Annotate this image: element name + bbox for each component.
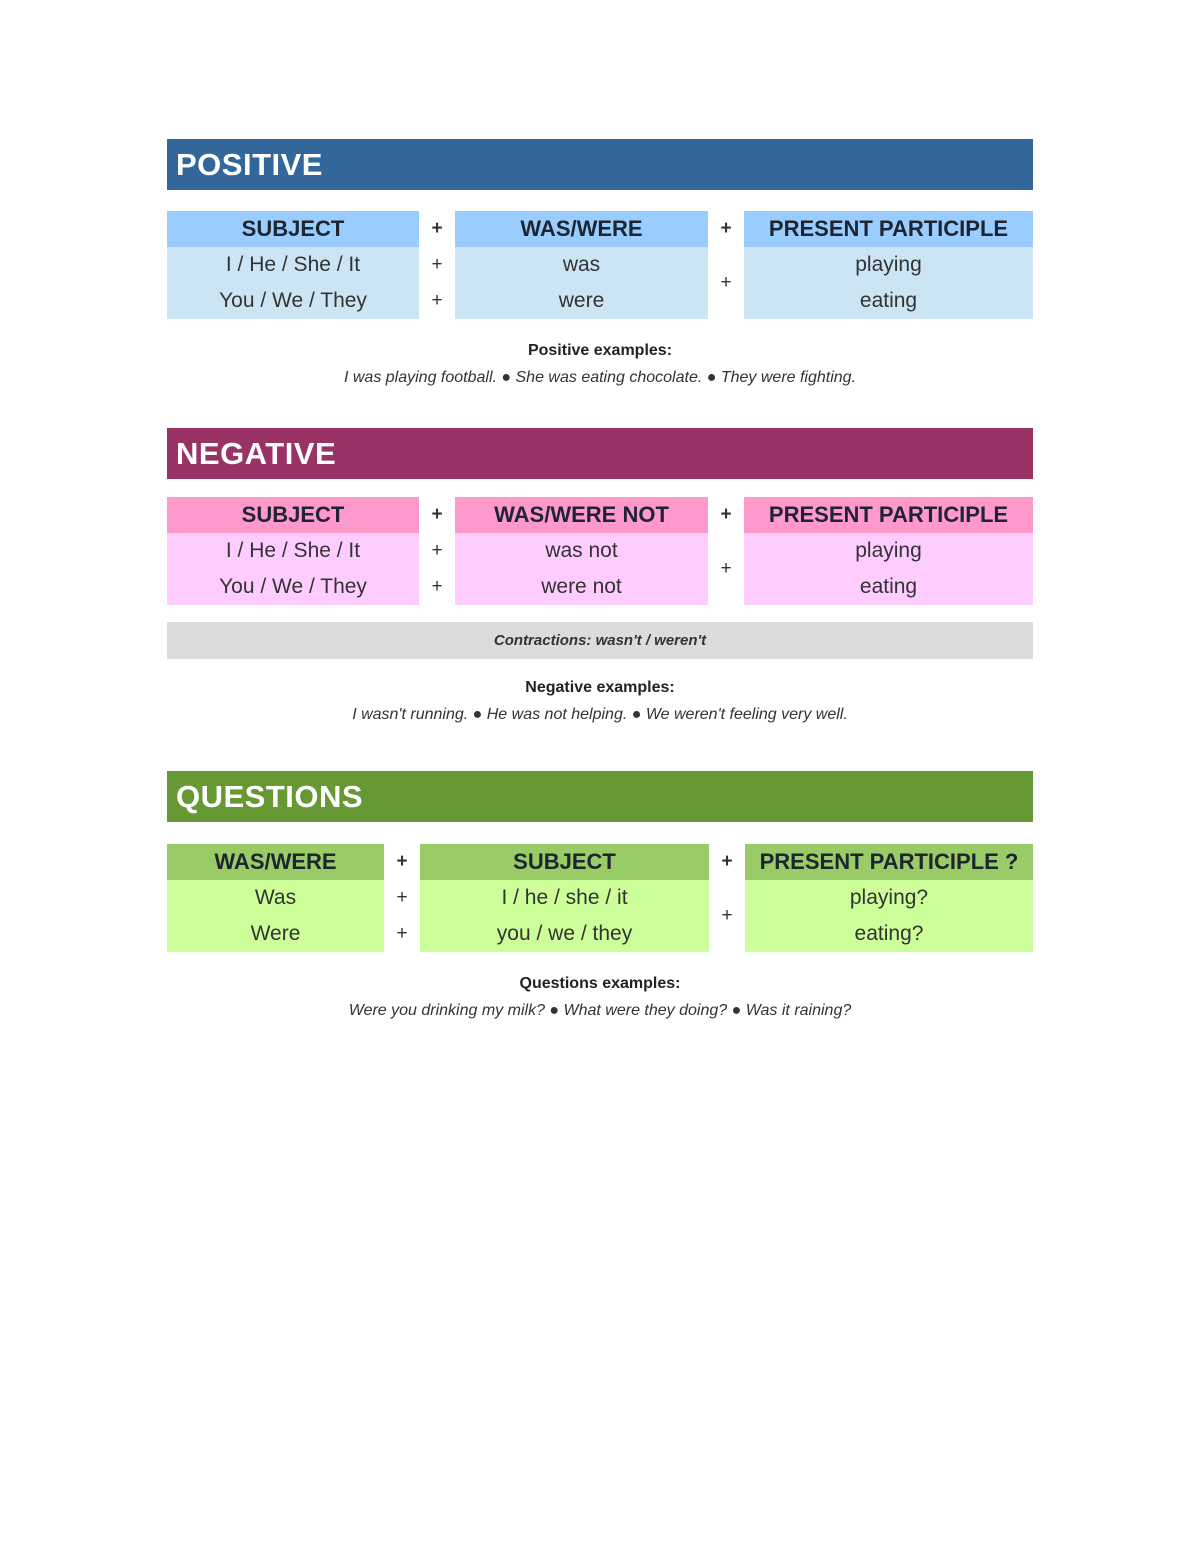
negative-examples-title: Negative examples:: [525, 679, 675, 696]
positive-examples-title: Positive examples:: [527, 342, 673, 359]
plus-sign: +: [419, 533, 455, 569]
participle-cell: eating?: [745, 916, 1033, 952]
subject-cell: I / He / She / It: [167, 533, 419, 569]
participle-cell: playing: [744, 247, 1033, 283]
plus-sign: +: [708, 533, 744, 605]
negative-section: [167, 428, 1033, 738]
plus-sign: +: [419, 283, 455, 319]
plus-sign: +: [708, 497, 744, 533]
participle-cell: eating: [744, 569, 1033, 605]
plus-sign: +: [708, 211, 744, 247]
plus-sign: +: [384, 916, 420, 952]
verb-cell: were: [455, 283, 708, 319]
header-present-participle: PRESENT PARTICIPLE: [744, 211, 1033, 247]
header-was-were-not: WAS/WERE NOT: [455, 497, 708, 533]
header-was-were: WAS/WERE: [167, 844, 384, 880]
subject-cell: you / we / they: [420, 916, 709, 952]
participle-cell: playing?: [745, 880, 1033, 916]
header-subject: SUBJECT: [420, 844, 709, 880]
positive-table: [167, 211, 1033, 319]
plus-sign: +: [384, 880, 420, 916]
subject-cell: I / he / she / it: [420, 880, 709, 916]
header-was-were: WAS/WERE: [455, 211, 708, 247]
header-present-participle: PRESENT PARTICIPLE ?: [745, 844, 1033, 880]
header-subject: SUBJECT: [167, 497, 419, 533]
plus-sign: +: [419, 497, 455, 533]
questions-examples-title: Questions examples:: [519, 975, 681, 992]
header-subject: SUBJECT: [167, 211, 419, 247]
participle-cell: eating: [744, 283, 1033, 319]
subject-cell: I / He / She / It: [167, 247, 419, 283]
plus-sign: +: [709, 880, 745, 952]
plus-sign: +: [419, 569, 455, 605]
subject-cell: You / We / They: [167, 283, 419, 319]
participle-cell: playing: [744, 533, 1033, 569]
verb-cell: was: [455, 247, 708, 283]
negative-examples: I wasn't running. ● He was not helping. ● We weren't feeling very well.: [352, 706, 848, 723]
verb-cell: Was: [167, 880, 384, 916]
positive-banner: POSITIVE: [167, 139, 1033, 190]
plus-sign: +: [384, 844, 420, 880]
negative-table: [167, 497, 1033, 605]
plus-sign: +: [419, 211, 455, 247]
negative-banner: NEGATIVE: [167, 428, 1033, 479]
contractions-note: Contractions: wasn't / weren't: [167, 622, 1033, 659]
questions-section: [167, 771, 1033, 1031]
questions-banner: QUESTIONS: [167, 771, 1033, 822]
positive-section: [167, 139, 1033, 399]
questions-examples: Were you drinking my milk? ● What were they doing? ● Was it raining?: [348, 1002, 852, 1019]
positive-examples: I was playing football. ● She was eating chocolate. ● They were fighting.: [343, 369, 857, 386]
subject-cell: You / We / They: [167, 569, 419, 605]
verb-cell: were not: [455, 569, 708, 605]
questions-table: [167, 844, 1033, 952]
verb-cell: Were: [167, 916, 384, 952]
plus-sign: +: [419, 247, 455, 283]
header-present-participle: PRESENT PARTICIPLE: [744, 497, 1033, 533]
plus-sign: +: [709, 844, 745, 880]
verb-cell: was not: [455, 533, 708, 569]
plus-sign: +: [708, 247, 744, 319]
